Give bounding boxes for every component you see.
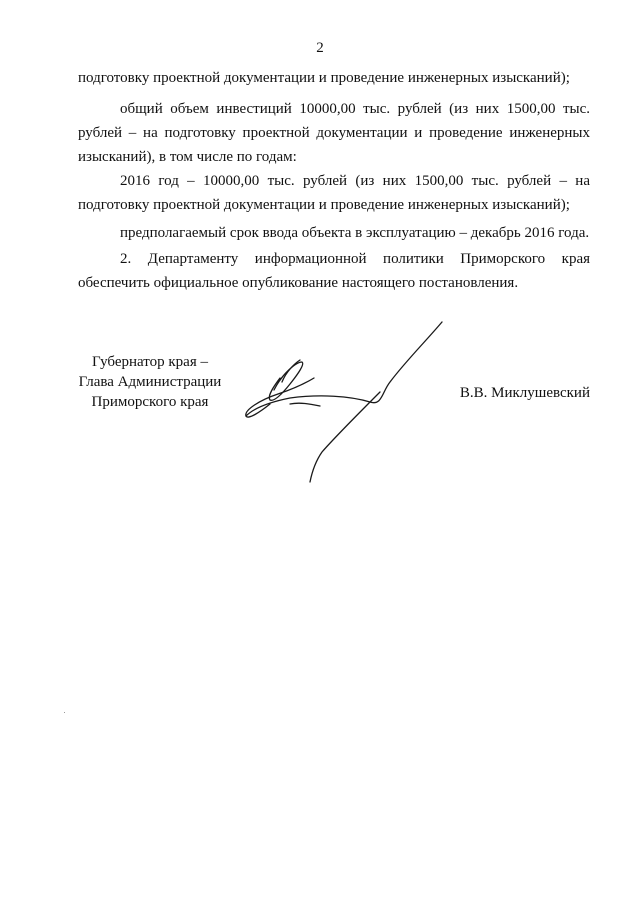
text-line: 2. Департаменту информационной политики Приморского края [120,251,590,267]
text-line: подготовку проектной документации и проведение инженерных изысканий); [78,70,570,86]
text-line: обеспечить официальное опубликование настоящего постановления. [78,275,519,291]
handwritten-signature [230,312,460,492]
text-line: 2016 год – 10000,00 тыс. рублей (из них 1500,00 тыс. рублей – на [120,173,590,189]
text-line: изысканий), в том числе по годам: [78,149,297,165]
text-line: общий объем инвестиций 10000,00 тыс. рублей (из них 1500,00 тыс. [120,101,590,117]
signatory-title-line: Глава Администрации [78,374,222,390]
signatory-name: В.В. Миклушевский [459,385,590,401]
text-line: предполагаемый срок ввода объекта в эксплуатацию – декабрь 2016 года. [120,225,590,241]
text-line: рублей – на подготовку проектной документации и проведение инженерных [78,125,590,141]
signatory-title-line: Губернатор края – [92,354,208,370]
text-line: подготовку проектной документации и проведение инженерных изысканий); [78,197,570,213]
scan-speck [64,712,65,713]
page-number: 2 [316,40,324,56]
signatory-title-line: Приморского края [91,394,209,410]
signatory-title [70,352,230,412]
